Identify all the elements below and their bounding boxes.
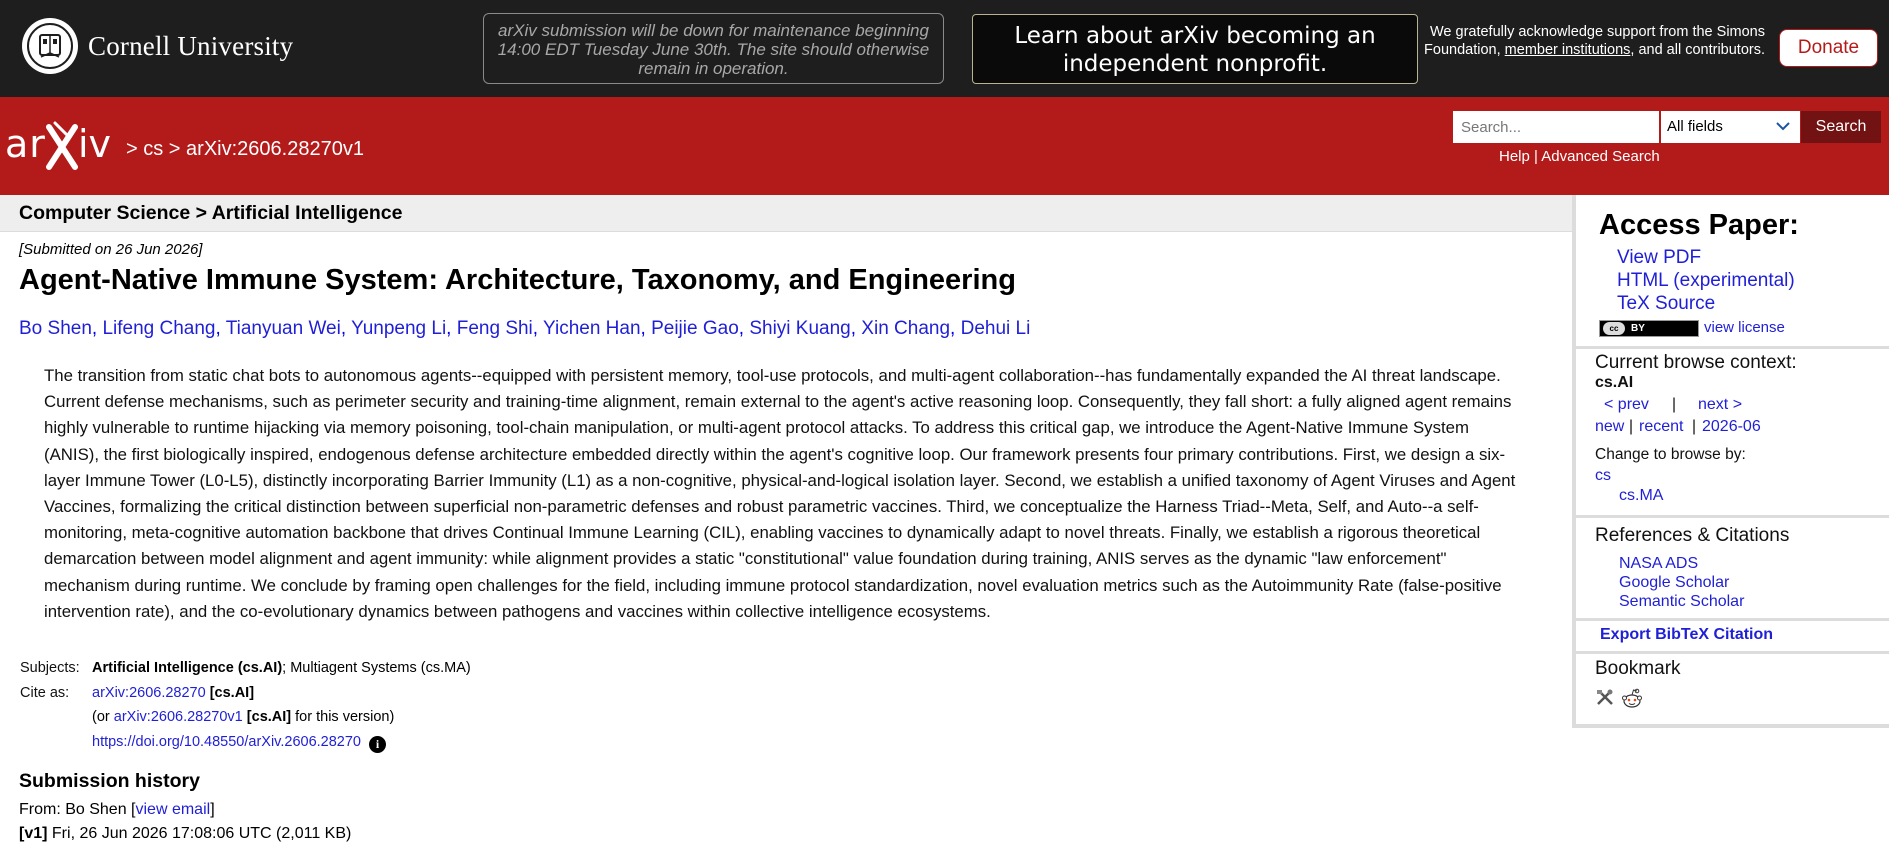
author-link[interactable]: Bo Shen: [19, 318, 92, 339]
chevron-down-icon: [1776, 122, 1790, 131]
tex-source-link[interactable]: TeX Source: [1617, 293, 1716, 314]
subjects-label: Subjects:: [20, 660, 80, 676]
html-link[interactable]: HTML (experimental): [1617, 270, 1795, 291]
author-link[interactable]: Shiyi Kuang: [749, 318, 851, 339]
submitted-date: [Submitted on 26 Jun 2026]: [19, 241, 203, 258]
abstract: The transition from static chat bots to autonomous agents--equipped with persistent memory, tool-use protocols, and multi-agent collaboration--has fundamentally expanded the AI threat landscape. Current defense mechanisms, such as perimeter security and training-time alignment, remain external to the agent's active reasoning loop. Consequently, they fall short: a fully aligned agent remains highly vulnerable to runtime hijacking via memory poisoning, tool-chain manipulation, or multi-agent protocol attacks. To address this critical gap, we introduce the Agent-Native Immune System (ANIS), the first biologically inspired, endogenous defense architecture embedded directly within the agent's cognitive loop. Our framework presents four primary contributions. First, we design a six-layer Immune Tower (L0-L5), distinctly incorporating Barrier Immunity (L1) as a non-cognitive, physical-and-logical isolation layer. Second, we establish a unified taxonomy of Agent Viruses and Agent Vaccines, formalizing the critical distinction between superficial non-parametric defenses and robust parametric vaccines. Third, we conceptualize the Harness Triad--Meta, Self, and Auto--a self-monitoring, meta-cognitive automation backbone that drives Continual Immune Learning (CIL), enabling vaccines to dynamically adapt to novel threats. Finally, we establish a rigorous theoretical demarcation between model alignment and agent immunity: while alignment provides a static "constitutional" value foundation during training, ANIS serves as the dynamic "law enforcement" mechanism during runtime. We conclude by framing open challenges for the field, including immune protocol standardization, novel evaluation metrics such as the Autoimmunity Rate (false-positive intervention rate), and the co-evolutionary dynamics between pathogens and vaccines within collective intelligence ecosystems.: [44, 366, 1516, 621]
arxiv-header: [0, 97, 1889, 195]
prev-next-separator: |: [1672, 396, 1677, 413]
cite-version-link[interactable]: arXiv:2606.28270v1: [113, 709, 243, 725]
version-label: [v1]: [19, 825, 48, 842]
author-link[interactable]: Feng Shi: [456, 318, 533, 339]
new-link[interactable]: new: [1595, 418, 1625, 435]
subject-heading: Computer Science > Artificial Intelligence: [19, 202, 403, 224]
submission-history-heading: Submission history: [19, 770, 200, 792]
sidebar-divider: [1576, 618, 1889, 621]
sidebar-divider: [1576, 346, 1889, 349]
cite-label: Cite as:: [20, 684, 70, 701]
export-bibtex-link[interactable]: Export BibTeX Citation: [1600, 626, 1774, 643]
search-field-select[interactable]: [1661, 111, 1800, 143]
university-name: Cornell University: [88, 30, 294, 61]
semantic-scholar-link[interactable]: Semantic Scholar: [1619, 593, 1745, 610]
ack-prefix: We gratefully acknowledge support from the Simons Foundation,: [1424, 24, 1765, 58]
next-link[interactable]: next >: [1698, 396, 1743, 413]
author-link[interactable]: Lifeng Chang: [102, 318, 216, 339]
cc-by-label: BY: [1631, 323, 1645, 334]
reddit-icon[interactable]: [1621, 687, 1643, 709]
prev-link[interactable]: < prev: [1604, 396, 1649, 413]
cornell-seal-icon: [22, 18, 78, 74]
acknowledgement: [1420, 23, 1765, 59]
search-field-value: All fields: [1667, 118, 1723, 135]
author-link[interactable]: Tianyuan Wei: [225, 318, 341, 339]
submitter-line: [19, 801, 215, 819]
author-link[interactable]: Yunpeng Li: [351, 318, 447, 339]
change-browse-label: Change to browse by:: [1595, 446, 1746, 463]
sidebar-divider: [1576, 651, 1889, 654]
sidebar-divider: [1576, 515, 1889, 518]
subject-heading-bar: [0, 195, 1572, 232]
cite-category: [cs.AI]: [209, 684, 255, 701]
browse-csma-link[interactable]: cs.MA: [1619, 487, 1664, 504]
arxiv-logo-icon[interactable]: [5, 117, 123, 175]
bookmark-icons: [1595, 687, 1643, 709]
cite-version-category: [cs.AI]: [246, 709, 292, 725]
author-link[interactable]: Xin Chang: [861, 318, 951, 339]
info-icon[interactable]: i: [369, 736, 386, 753]
help-link[interactable]: Help: [1499, 148, 1530, 165]
primary-subject: Artificial Intelligence (cs.AI): [92, 660, 283, 676]
access-paper-heading: Access Paper:: [1599, 209, 1799, 241]
search-input[interactable]: [1453, 111, 1659, 143]
learn-nonprofit-button[interactable]: Learn about arXiv becoming an independent nonprofit.: [972, 14, 1418, 84]
cc-license-badge[interactable]: [1599, 320, 1699, 337]
subjects-value: [92, 656, 471, 681]
cite-id-link[interactable]: arXiv:2606.28270: [92, 684, 206, 701]
version-line: [19, 825, 351, 843]
sidebar: [1572, 195, 1889, 728]
cornell-logo-link[interactable]: [22, 18, 293, 74]
nasa-ads-link[interactable]: NASA ADS: [1619, 555, 1699, 572]
references-heading: References & Citations: [1595, 525, 1790, 546]
view-email-link[interactable]: view email: [135, 801, 211, 818]
author-link[interactable]: Yichen Han: [543, 318, 641, 339]
svg-text:ar: ar: [5, 122, 46, 166]
google-scholar-link[interactable]: Google Scholar: [1619, 574, 1730, 591]
member-institutions-link[interactable]: member institutions: [1504, 42, 1631, 58]
from-suffix: ]: [210, 801, 215, 818]
help-links: [1499, 148, 1660, 165]
donate-button[interactable]: Donate: [1779, 29, 1878, 67]
ack-suffix: , and all contributors.: [1630, 42, 1765, 58]
breadcrumb[interactable]: > cs > arXiv:2606.28270v1: [126, 138, 364, 160]
browse-cs-link[interactable]: cs: [1595, 467, 1611, 484]
author-link[interactable]: Peijie Gao: [651, 318, 739, 339]
top-banner: [0, 0, 1889, 97]
browse-category: cs.AI: [1595, 374, 1634, 391]
view-pdf-link[interactable]: View PDF: [1617, 247, 1702, 268]
cc-icon: cc: [1603, 322, 1625, 335]
metadata-table: [20, 656, 471, 754]
month-link[interactable]: 2026-06: [1702, 418, 1761, 435]
new-recent-separator: |: [1629, 418, 1634, 435]
svg-text:iv: iv: [78, 122, 112, 166]
author-link[interactable]: Dehui Li: [960, 318, 1031, 339]
version-date: Fri, 26 Jun 2026 17:08:06 UTC (2,011 KB): [51, 825, 352, 842]
recent-link[interactable]: recent: [1639, 418, 1684, 435]
author-list: Bo Shen, Lifeng Chang, Tianyuan Wei, Yunpeng Li, Feng Shi, Yichen Han, Peijie Gao, Shiyi Kuang, Xin Chang, Dehui Li: [19, 318, 1031, 339]
from-prefix: From: Bo Shen [: [19, 801, 136, 818]
secondary-subject: ; Multiagent Systems (cs.MA): [282, 660, 471, 676]
help-separator: |: [1534, 148, 1538, 165]
cite-version-suffix: for this version): [295, 709, 395, 725]
recent-month-separator: |: [1692, 418, 1697, 435]
view-license-link[interactable]: view license: [1704, 319, 1785, 336]
browse-context-heading: Current browse context:: [1595, 352, 1797, 373]
bookmark-heading: Bookmark: [1595, 658, 1681, 679]
doi-link[interactable]: https://doi.org/10.48550/arXiv.2606.28270: [92, 733, 361, 750]
advanced-search-link[interactable]: Advanced Search: [1541, 148, 1660, 165]
cite-or: (or: [92, 709, 110, 725]
search-button[interactable]: Search: [1801, 111, 1881, 143]
bibsonomy-icon[interactable]: [1595, 687, 1615, 707]
paper-title: Agent-Native Immune System: Architecture, Taxonomy, and Engineering: [19, 264, 1016, 296]
maintenance-notice: arXiv submission will be down for maintenance beginning 14:00 EDT Tuesday June 30th. The site should otherwise remain in operation.: [483, 13, 944, 84]
